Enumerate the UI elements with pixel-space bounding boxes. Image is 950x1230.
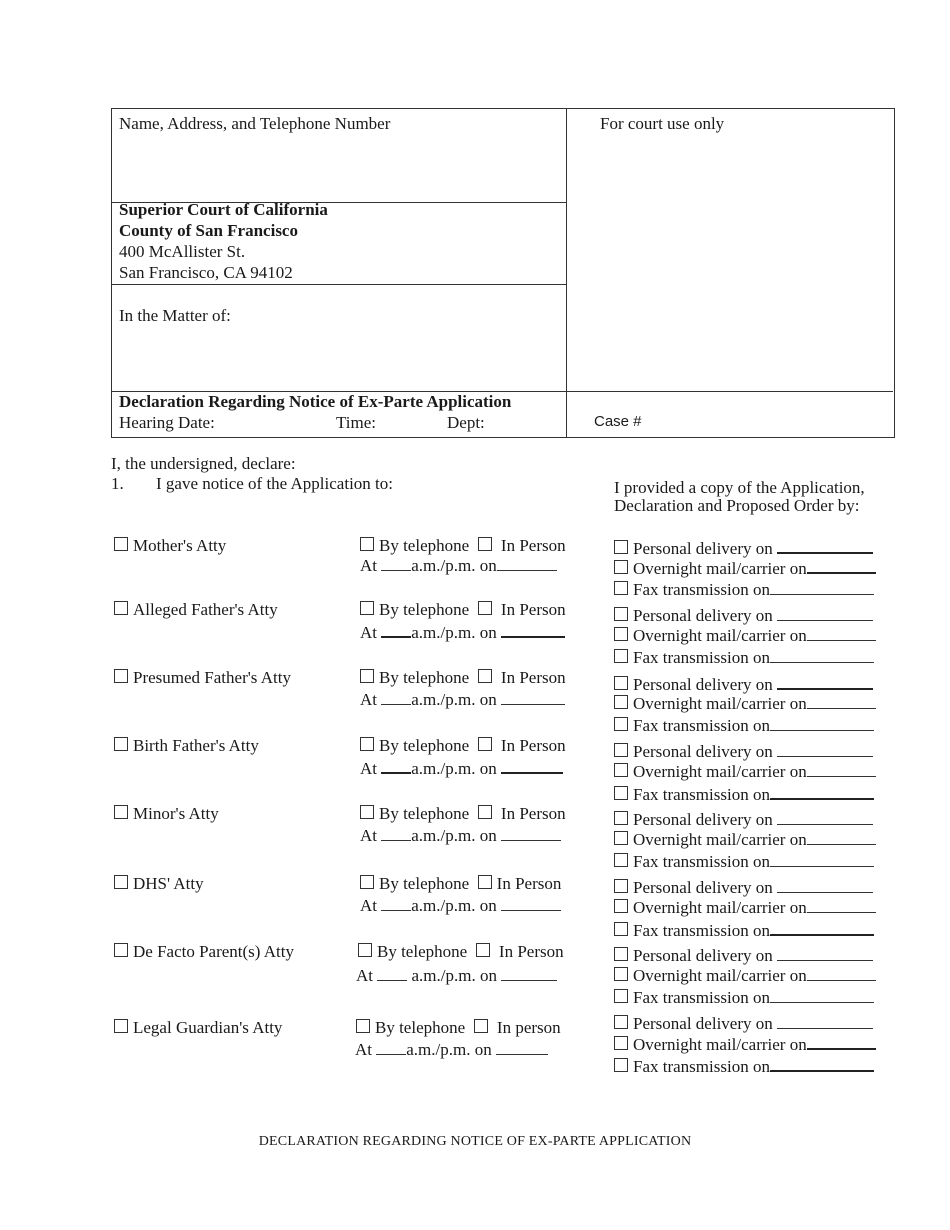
checkbox-icon[interactable] [114, 537, 128, 551]
date-blank[interactable] [496, 1040, 548, 1055]
date-blank[interactable] [770, 784, 874, 800]
checkbox-icon[interactable] [360, 537, 374, 551]
personal-delivery-label: Personal delivery on [633, 878, 773, 897]
checkbox-icon[interactable] [114, 669, 128, 683]
notice-method-row [358, 942, 564, 962]
notice-method-row [356, 1018, 561, 1038]
checkbox-icon[interactable] [614, 989, 628, 1003]
date-blank[interactable] [807, 898, 876, 913]
checkbox-icon[interactable] [360, 875, 374, 889]
at-label: At [355, 1040, 372, 1059]
party-name: Legal Guardian's Atty [133, 1018, 283, 1037]
time-blank[interactable] [377, 966, 407, 981]
at-label: At [360, 556, 377, 575]
date-blank[interactable] [501, 758, 563, 774]
date-blank[interactable] [777, 878, 873, 893]
checkbox-icon[interactable] [614, 1036, 628, 1050]
checkbox-icon[interactable] [474, 1019, 488, 1033]
fax-transmission-row [614, 580, 874, 600]
date-blank[interactable] [770, 852, 874, 867]
checkbox-icon[interactable] [478, 805, 492, 819]
overnight-mail-row [614, 830, 876, 850]
notice-method-row [360, 668, 566, 688]
time-blank[interactable] [381, 896, 411, 911]
ampm-label: a.m./p.m. on [411, 896, 497, 915]
checkbox-icon[interactable] [478, 737, 492, 751]
checkbox-icon[interactable] [356, 1019, 370, 1033]
party-checkbox-row[interactable] [114, 1018, 282, 1038]
time-blank[interactable] [381, 622, 411, 638]
checkbox-icon[interactable] [114, 875, 128, 889]
overnight-mail-row [614, 694, 876, 714]
at-label: At [360, 759, 377, 778]
party-name: Minor's Atty [133, 804, 219, 823]
checkbox-icon[interactable] [114, 1019, 128, 1033]
ampm-label: a.m./p.m. on [411, 826, 497, 845]
checkbox-icon[interactable] [478, 875, 492, 889]
checkbox-icon[interactable] [114, 601, 128, 615]
court-name-2: County of San Francisco [119, 221, 298, 240]
court-street: 400 McAllister St. [119, 242, 246, 261]
party-name: Birth Father's Atty [133, 736, 259, 755]
fax-transmission-row [614, 784, 874, 805]
personal-delivery-label: Personal delivery on [633, 946, 773, 965]
date-blank[interactable] [497, 556, 557, 571]
checkbox-icon[interactable] [614, 560, 628, 574]
notice-time-row [360, 622, 565, 643]
ampm-label: a.m./p.m. on [411, 623, 497, 642]
overnight-mail-row [614, 762, 876, 782]
checkbox-icon[interactable] [614, 540, 628, 554]
date-blank[interactable] [807, 966, 876, 981]
ampm-label: a.m./p.m. on [411, 759, 497, 778]
overnight-mail-row [614, 898, 876, 918]
party-checkbox-row[interactable] [114, 736, 259, 756]
date-blank[interactable] [777, 538, 873, 554]
time-blank[interactable] [381, 826, 411, 841]
checkbox-icon[interactable] [478, 669, 492, 683]
party-name: Presumed Father's Atty [133, 668, 291, 687]
checkbox-icon[interactable] [614, 717, 628, 731]
checkbox-icon[interactable] [614, 649, 628, 663]
notice-method-row [360, 874, 561, 894]
personal-delivery-row [614, 674, 873, 695]
date-blank[interactable] [807, 558, 876, 574]
date-blank[interactable] [777, 674, 873, 690]
date-blank[interactable] [501, 690, 565, 705]
ampm-label: a.m./p.m. on [406, 1040, 492, 1059]
overnight-mail-label: Overnight mail/carrier on [633, 694, 807, 713]
personal-delivery-row [614, 742, 873, 762]
ampm-label: a.m./p.m. on [411, 556, 497, 575]
overnight-mail-label: Overnight mail/carrier on [633, 762, 807, 781]
page-footer: DECLARATION REGARDING NOTICE OF EX-PARTE APPLICATION [258, 1134, 692, 1149]
at-label: At [356, 966, 373, 985]
party-checkbox-row[interactable] [114, 874, 204, 894]
date-blank[interactable] [777, 1014, 873, 1029]
fax-transmission-label: Fax transmission on [633, 852, 770, 871]
checkbox-icon[interactable] [478, 537, 492, 551]
matter-label: In the Matter of: [119, 306, 231, 325]
overnight-mail-row [614, 626, 876, 646]
date-blank[interactable] [770, 988, 874, 1003]
checkbox-icon[interactable] [114, 805, 128, 819]
notice-time-row [360, 826, 561, 846]
personal-delivery-row [614, 878, 873, 898]
overnight-mail-label: Overnight mail/carrier on [633, 966, 807, 985]
overnight-mail-label: Overnight mail/carrier on [633, 626, 807, 645]
date-blank[interactable] [770, 1056, 874, 1072]
party-name: Mother's Atty [133, 536, 227, 555]
in-person-label: In Person [500, 600, 566, 619]
at-label: At [360, 896, 377, 915]
notice-method-row [360, 600, 566, 620]
fax-transmission-row [614, 852, 874, 872]
fax-transmission-row [614, 920, 874, 941]
in-person-label: In Person [500, 804, 566, 823]
name-address-label: Name, Address, and Telephone Number [119, 114, 391, 133]
personal-delivery-label: Personal delivery on [633, 539, 773, 558]
time-blank[interactable] [381, 690, 411, 705]
at-label: At [360, 826, 377, 845]
date-blank[interactable] [501, 826, 561, 841]
checkbox-icon[interactable] [614, 947, 628, 961]
fax-transmission-label: Fax transmission on [633, 988, 770, 1007]
in-person-label: In Person [500, 668, 566, 687]
at-label: At [360, 623, 377, 642]
checkbox-icon[interactable] [614, 899, 628, 913]
notice-time-row [360, 690, 565, 710]
fax-transmission-label: Fax transmission on [633, 648, 770, 667]
caption-line-2 [111, 284, 566, 285]
notice-method-row [360, 536, 566, 556]
notice-method-row [360, 736, 566, 756]
by-telephone-label: By telephone [379, 736, 470, 755]
checkbox-icon[interactable] [614, 581, 628, 595]
overnight-mail-label: Overnight mail/carrier on [633, 830, 807, 849]
checkbox-icon[interactable] [614, 853, 628, 867]
checkbox-icon[interactable] [114, 737, 128, 751]
date-blank[interactable] [501, 622, 565, 638]
time-label: Time: [336, 413, 377, 432]
fax-transmission-label: Fax transmission on [633, 1057, 770, 1076]
at-label: At [360, 690, 377, 709]
checkbox-icon[interactable] [614, 1015, 628, 1029]
checkbox-icon[interactable] [360, 737, 374, 751]
date-blank[interactable] [777, 946, 873, 961]
checkbox-icon[interactable] [360, 601, 374, 615]
overnight-mail-row [614, 1034, 876, 1055]
checkbox-icon[interactable] [614, 607, 628, 621]
personal-delivery-label: Personal delivery on [633, 606, 773, 625]
checkbox-icon[interactable] [614, 627, 628, 641]
doc-title: Declaration Regarding Notice of Ex-Parte Application [119, 392, 512, 411]
fax-transmission-label: Fax transmission on [633, 921, 770, 940]
party-checkbox-row[interactable] [114, 536, 226, 556]
notice-time-row [360, 896, 561, 916]
time-blank[interactable] [381, 758, 411, 774]
party-checkbox-row[interactable] [114, 804, 219, 824]
checkbox-icon[interactable] [614, 676, 628, 690]
personal-delivery-row [614, 946, 873, 966]
date-blank[interactable] [807, 1034, 876, 1050]
party-name: De Facto Parent(s) Atty [133, 942, 294, 961]
notice-time-row [360, 758, 563, 779]
time-blank[interactable] [381, 556, 411, 571]
date-blank[interactable] [807, 694, 876, 709]
fax-transmission-label: Fax transmission on [633, 580, 770, 599]
personal-delivery-row [614, 538, 873, 559]
court-name-1: Superior Court of California [119, 200, 328, 219]
checkbox-icon[interactable] [614, 763, 628, 777]
court-use-label: For court use only [600, 114, 725, 133]
fax-transmission-row [614, 1056, 874, 1077]
date-blank[interactable] [770, 716, 874, 731]
personal-delivery-label: Personal delivery on [633, 810, 773, 829]
by-telephone-label: By telephone [379, 874, 470, 893]
checkbox-icon[interactable] [358, 943, 372, 957]
date-blank[interactable] [777, 742, 873, 757]
date-blank[interactable] [770, 580, 874, 595]
date-blank[interactable] [770, 648, 874, 663]
overnight-mail-row [614, 558, 876, 579]
fax-transmission-row [614, 716, 874, 736]
party-checkbox-row[interactable] [114, 668, 291, 688]
notice-time-row [356, 966, 557, 986]
by-telephone-label: By telephone [379, 600, 470, 619]
in-person-label: In Person [500, 536, 566, 555]
overnight-mail-label: Overnight mail/carrier on [633, 898, 807, 917]
personal-delivery-row [614, 606, 873, 626]
provided-copy-2: Declaration and Proposed Order by: [614, 496, 860, 515]
in-person-label: In Person [500, 736, 566, 755]
in-person-label: In Person [498, 942, 564, 961]
party-name: Alleged Father's Atty [133, 600, 278, 619]
overnight-mail-label: Overnight mail/carrier on [633, 559, 807, 578]
in-person-label: In Person [496, 874, 562, 893]
fax-transmission-row [614, 988, 874, 1008]
personal-delivery-label: Personal delivery on [633, 675, 773, 694]
date-blank[interactable] [807, 830, 876, 845]
date-blank[interactable] [501, 966, 557, 981]
case-label: Case # [594, 413, 642, 430]
checkbox-icon[interactable] [614, 922, 628, 936]
court-city: San Francisco, CA 94102 [119, 263, 293, 282]
personal-delivery-label: Personal delivery on [633, 742, 773, 761]
date-blank[interactable] [807, 626, 876, 641]
notice-method-row [360, 804, 566, 824]
by-telephone-label: By telephone [379, 804, 470, 823]
provided-copy-1: I provided a copy of the Application, [614, 478, 865, 497]
by-telephone-label: By telephone [375, 1018, 466, 1037]
time-blank[interactable] [376, 1040, 406, 1055]
date-blank[interactable] [501, 896, 561, 911]
checkbox-icon[interactable] [614, 743, 628, 757]
personal-delivery-label: Personal delivery on [633, 1014, 773, 1033]
personal-delivery-row [614, 810, 873, 830]
date-blank[interactable] [770, 920, 874, 936]
date-blank[interactable] [777, 606, 873, 621]
fax-transmission-label: Fax transmission on [633, 785, 770, 804]
overnight-mail-row [614, 966, 876, 986]
checkbox-icon[interactable] [614, 967, 628, 981]
party-name: DHS' Atty [133, 874, 204, 893]
item-number: 1. [111, 474, 124, 493]
checkbox-icon[interactable] [614, 811, 628, 825]
checkbox-icon[interactable] [476, 943, 490, 957]
checkbox-icon[interactable] [614, 831, 628, 845]
ampm-label: a.m./p.m. on [411, 966, 497, 985]
checkbox-icon[interactable] [360, 805, 374, 819]
notice-time-row [355, 1040, 548, 1060]
date-blank[interactable] [777, 810, 873, 825]
hearing-date-label: Hearing Date: [119, 413, 215, 432]
checkbox-icon[interactable] [478, 601, 492, 615]
fax-transmission-row [614, 648, 874, 668]
personal-delivery-row [614, 1014, 873, 1034]
checkbox-icon[interactable] [614, 786, 628, 800]
ampm-label: a.m./p.m. on [411, 690, 497, 709]
date-blank[interactable] [807, 762, 876, 777]
fax-transmission-label: Fax transmission on [633, 716, 770, 735]
by-telephone-label: By telephone [377, 942, 468, 961]
checkbox-icon[interactable] [360, 669, 374, 683]
checkbox-icon[interactable] [614, 879, 628, 893]
party-checkbox-row[interactable] [114, 942, 294, 962]
declare-text: I, the undersigned, declare: [111, 454, 296, 473]
notice-time-row [360, 556, 557, 576]
gave-notice-text: I gave notice of the Application to: [156, 474, 393, 493]
checkbox-icon[interactable] [614, 695, 628, 709]
overnight-mail-label: Overnight mail/carrier on [633, 1035, 807, 1054]
in-person-label: In person [496, 1018, 561, 1037]
party-checkbox-row[interactable] [114, 600, 278, 620]
dept-label: Dept: [447, 413, 485, 432]
checkbox-icon[interactable] [614, 1058, 628, 1072]
by-telephone-label: By telephone [379, 536, 470, 555]
checkbox-icon[interactable] [114, 943, 128, 957]
caption-divider-vertical [566, 108, 567, 437]
by-telephone-label: By telephone [379, 668, 470, 687]
